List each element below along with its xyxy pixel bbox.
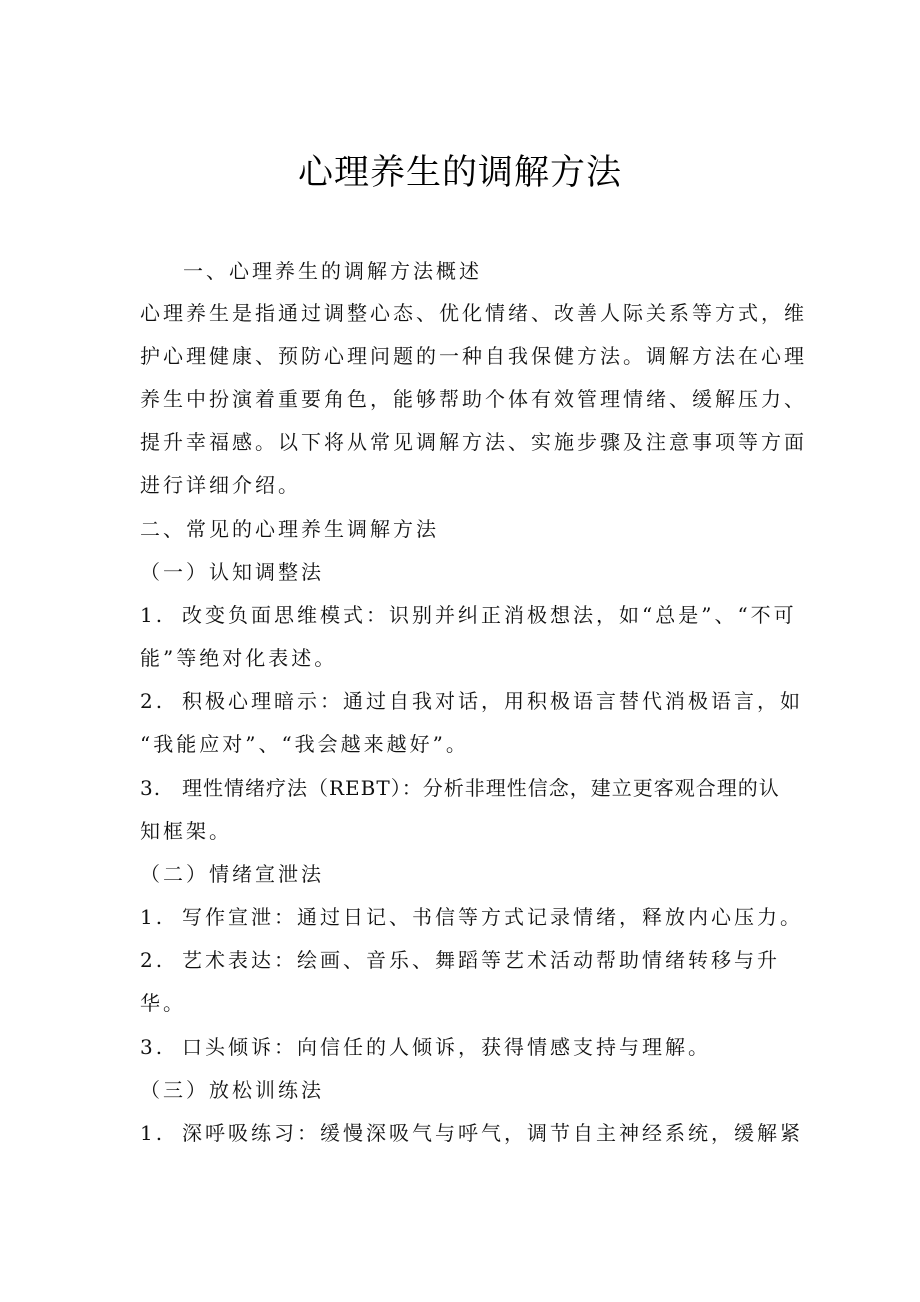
list-item-number: 2.: [140, 689, 166, 713]
section-2-heading: 二、常见的心理养生调解方法: [140, 517, 439, 541]
list-item-number: 3.: [140, 776, 162, 800]
list-item: [140, 945, 790, 975]
list-item: [140, 902, 803, 932]
list-item-text: 深呼吸练习：缓慢深吸气与呼气，调节自主神经系统，缓解紧: [182, 1121, 803, 1145]
list-item-number: 2.: [140, 948, 166, 972]
list-item-continuation: 华。: [140, 991, 186, 1015]
paragraph-line: 护心理健康、预防心理问题的一种自我保健方法。调解方法在心理: [140, 344, 807, 368]
list-item-continuation: 知框架。: [140, 819, 232, 843]
list-item-number: 3.: [140, 1035, 166, 1059]
list-item: [140, 686, 803, 716]
subsection-heading: （二）情绪宣泄法: [140, 862, 324, 886]
list-item-continuation: “我能应对”、“我会越来越好”。: [140, 732, 469, 756]
subsection-heading: （三）放松训练法: [140, 1078, 324, 1102]
paragraph-line: 提升幸福感。以下将从常见调解方法、实施步骤及注意事项等方面: [140, 430, 807, 454]
list-item-text: 改变负面思维模式：识别并纠正消极想法，如“总是”、“不可: [182, 603, 797, 627]
document-title: 心理养生的调解方法: [297, 153, 622, 193]
list-item: [140, 1032, 790, 1062]
subsection-heading: （一）认知调整法: [140, 560, 324, 584]
list-item: [140, 773, 790, 803]
paragraph-line: 养生中扮演着重要角色，能够帮助个体有效管理情绪、缓解压力、: [140, 387, 807, 411]
list-item-text: 写作宣泄：通过日记、书信等方式记录情绪，释放内心压力。: [182, 905, 803, 929]
paragraph-line: 心理养生是指通过调整心态、优化情绪、改善人际关系等方式，维: [140, 301, 807, 325]
list-item-text: 艺术表达：绘画、音乐、舞蹈等艺术活动帮助情绪转移与升: [182, 948, 780, 972]
list-item: [140, 600, 797, 630]
list-item-text: 口头倾诉：向信任的人倾诉，获得情感支持与理解。: [182, 1035, 711, 1059]
list-item-text: 理性情绪疗法（REBT）：分析非理性信念，建立更客观合理的认: [182, 776, 780, 800]
paragraph-line: 进行详细介绍。: [140, 473, 301, 497]
section-1-heading: 一、心理养生的调解方法概述: [183, 259, 482, 283]
list-item-number: 1.: [140, 1121, 166, 1145]
list-item-continuation: 能”等绝对化表述。: [140, 646, 338, 670]
list-item: [140, 1118, 803, 1148]
list-item-text: 积极心理暗示：通过自我对话，用积极语言替代消极语言，如: [182, 689, 803, 713]
list-item-number: 1.: [140, 905, 166, 929]
list-item-number: 1.: [140, 603, 166, 627]
